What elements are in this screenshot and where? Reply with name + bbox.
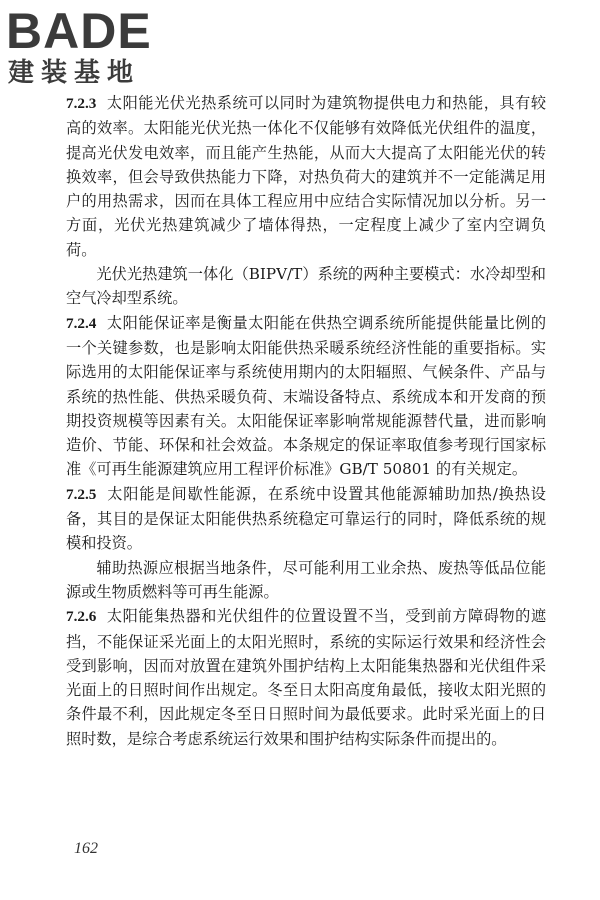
clause-7-2-5 [66,482,546,556]
clause-7-2-3 [66,91,546,262]
document-body [66,91,546,751]
page-number: 162 [74,840,98,857]
clause-text: 太阳能保证率是衡量太阳能在供热空调系统所能提供能量比例的一个关键参数，也是影响太阳能供热采暖系统经济性能的重要指标。实际选用的太阳能保证率与系统使用期内的太阳辐照、气候条件、产品与系统的热性能、供热采暖负荷、末端设备特点、系统成本和开发商的预期投资规模等因素有关。太阳能保证率影响常规能源替代量，进而影响造价、节能、环保和社会效益。本条规定的保证率取值参考现行国家标准《可再生能源建筑应用工程评价标准》GB/T 50801 的有关规定。 [66,313,546,479]
bade-logo [6,4,176,94]
paragraph-text: 光伏光热建筑一体化（BIPV/T）系统的两种主要模式：水冷却型和空气冷却型系统。 [66,265,546,308]
clause-number: 7.2.3 [66,95,97,112]
clause-7-2-4 [66,311,546,482]
logo-subtitle: 建装基地 [8,58,141,88]
clause-text: 太阳能是间歇性能源，在系统中设置其他能源辅助加热/换热设备，其目的是保证太阳能供热系统稳定可靠运行的同时，降低系统的规模和投资。 [66,484,546,553]
logo-brand-text: BADE [6,3,152,59]
paragraph-bipvt [66,262,546,311]
clause-text: 太阳能集热器和光伏组件的位置设置不当，受到前方障碍物的遮挡，不能保证采光面上的太阳光照时，系统的实际运行效果和经济性会受到影响，因而对放置在建筑外围护结构上太阳能集热器和光伏组件采光面上的日照时间作出规定。冬至日太阳高度角最低，接收太阳光照的条件最不利，因此规定冬至日日照时间为最低要求。此时采光面上的日照时数，是综合考虑系统运行效果和围护结构实际条件而提出的。 [66,607,546,748]
clause-7-2-6 [66,604,546,751]
clause-number: 7.2.4 [66,314,97,332]
clause-text: 太阳能光伏光热系统可以同时为建筑物提供电力和热能，具有较高的效率。太阳能光伏光热一体化不仅能够有效降低光伏组件的温度，提高光伏发电效率，而且能产生热能，从而大大提高了太阳能光伏的转换效率，但会导致供热能力下降，对热负荷大的建筑并不一定能满足用户的用热需求，因而在具体工程应用中应结合实际情况加以分析。另一方面，光伏光热建筑减少了墙体得热，一定程度上减少了室内空调负荷。 [66,94,546,259]
paragraph-text: 辅助热源应根据当地条件，尽可能利用工业余热、废热等低品位能源或生物质燃料等可再生能源。 [66,558,546,601]
clause-number: 7.2.5 [66,485,97,503]
paragraph-auxiliary-heat [66,556,546,605]
clause-number: 7.2.6 [66,608,97,626]
